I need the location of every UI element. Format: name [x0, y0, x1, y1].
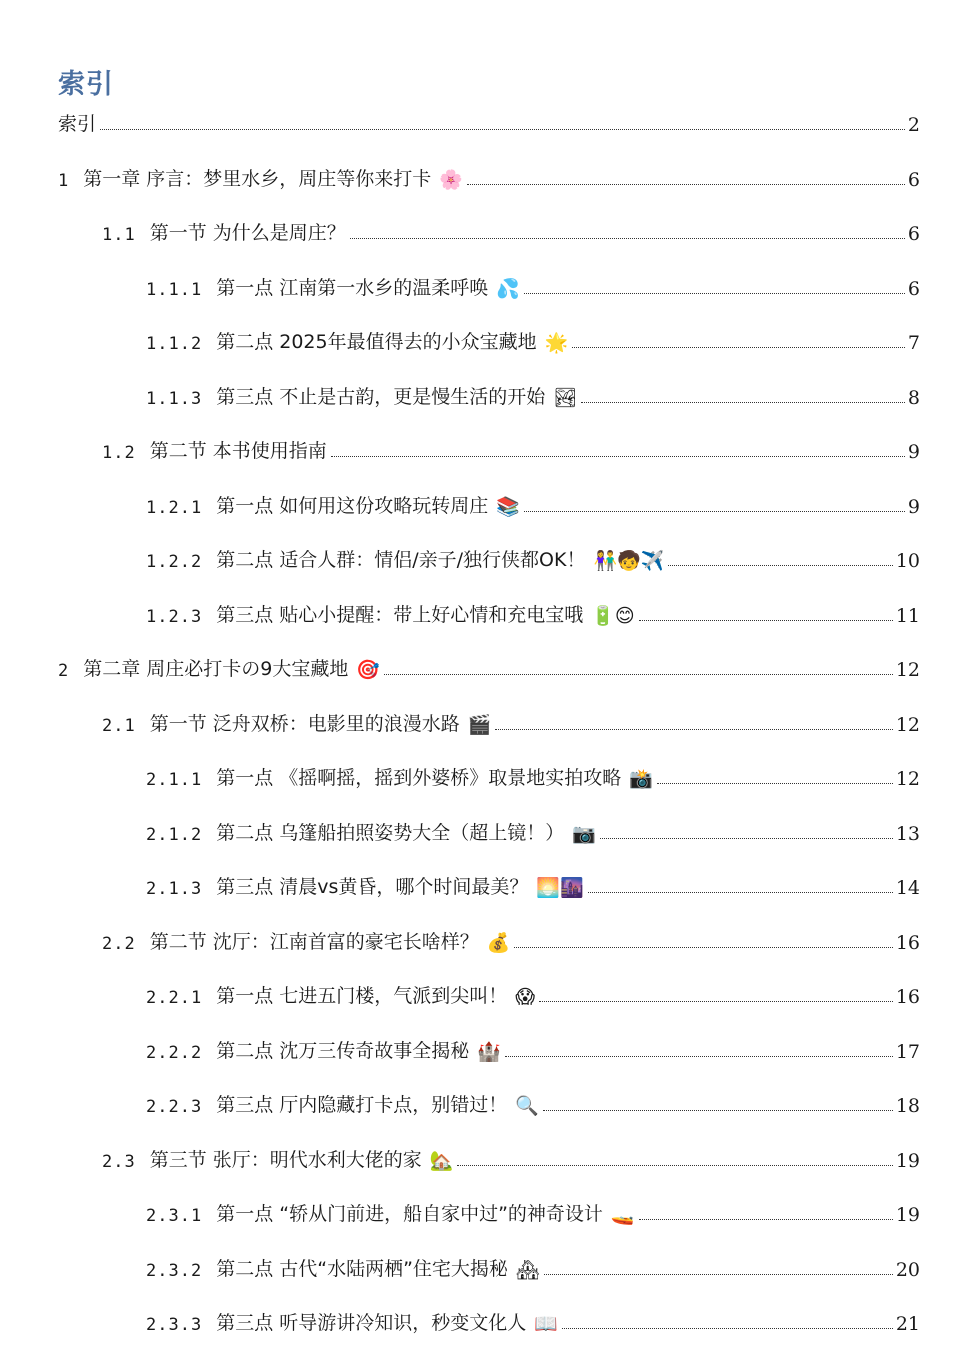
- toc-entry[interactable]: [146, 488, 920, 518]
- toc-entry[interactable]: [102, 706, 920, 736]
- emoji-icon: 🌸: [439, 169, 463, 191]
- toc-entry-title: 第二点 乌篷船拍照姿势大全（超上镜！）: [216, 822, 565, 844]
- toc-entry[interactable]: [146, 869, 920, 899]
- toc-entry-number: 2.2.2: [146, 1043, 203, 1063]
- toc-entry-number: 2.3.1: [146, 1206, 203, 1226]
- toc-entry-title: 第三点 厅内隐藏打卡点，别错过！: [216, 1094, 508, 1116]
- dot-leader: [562, 1328, 893, 1329]
- toc-entry-number: 1.1.1: [146, 280, 203, 300]
- dot-leader: [384, 674, 893, 675]
- emoji-icon: 📸: [629, 768, 653, 790]
- toc-entry-page-number: 11: [895, 605, 920, 627]
- toc-entry-number: 2.2: [102, 934, 136, 954]
- toc-entry-title: 第三点 贴心小提醒：带上好心情和充电宝哦: [216, 604, 584, 626]
- toc-entry-number: 1.2: [102, 443, 136, 463]
- toc-entry-page-number: 6: [907, 278, 920, 300]
- emoji-icon: 💰: [486, 932, 511, 954]
- dot-leader: [639, 620, 893, 621]
- toc-entry-number: 2: [58, 661, 70, 681]
- toc-entry[interactable]: [102, 215, 920, 245]
- dot-leader: [657, 783, 893, 784]
- dot-leader: [539, 1001, 893, 1002]
- toc-entry-page-number: 9: [907, 496, 920, 518]
- dot-leader: [331, 456, 905, 457]
- toc-entry-title: 索引: [58, 113, 97, 135]
- toc-entry-title: 第一点 《摇啊摇，摇到外婆桥》取景地实拍攻略: [216, 767, 622, 789]
- emoji-icon: 😱: [515, 986, 536, 1008]
- toc-entry-number: 2.3: [102, 1152, 136, 1172]
- toc-entry[interactable]: [146, 597, 920, 627]
- toc-entry[interactable]: [146, 1251, 920, 1281]
- dot-leader: [544, 1274, 893, 1275]
- toc-entry-number: 2.1.3: [146, 879, 203, 899]
- toc-entry[interactable]: [146, 1196, 920, 1226]
- dot-leader: [543, 1110, 893, 1111]
- toc-entry[interactable]: [146, 1087, 920, 1117]
- toc-entry-page-number: 10: [895, 550, 920, 572]
- toc-entry[interactable]: [146, 760, 920, 790]
- toc-entry-page-number: 12: [895, 659, 920, 681]
- toc-entry-number: 2.3.2: [146, 1261, 203, 1281]
- toc-entry[interactable]: [146, 542, 920, 572]
- toc-entry-page-number: 2: [907, 114, 920, 136]
- toc-entry-title: 第一章 序言：梦里水乡，周庄等你来打卡: [83, 168, 432, 190]
- emoji-icon: 📚: [496, 496, 520, 518]
- toc-entry-number: 2.1.2: [146, 825, 203, 845]
- dot-leader: [668, 565, 892, 566]
- toc-entry-page-number: 18: [895, 1095, 920, 1117]
- emoji-icon: 🏡: [429, 1150, 454, 1172]
- toc-entry-number: 2.3.3: [146, 1315, 203, 1335]
- toc-entry-page-number: 12: [895, 714, 920, 736]
- toc-entry-number: 1.1.2: [146, 334, 203, 354]
- dot-leader: [100, 129, 905, 130]
- emoji-icon: 💦: [496, 278, 520, 300]
- emoji-icon: 🔋😊: [591, 605, 635, 627]
- toc-entry-page-number: 12: [895, 768, 920, 790]
- toc-entry-title: 第三点 清晨vs黄昏，哪个时间最美？: [216, 876, 529, 898]
- toc-entry-page-number: 7: [907, 332, 920, 354]
- toc-entry-number: 1.2.1: [146, 498, 203, 518]
- toc-entry-title: 第二点 2025年最值得去的小众宝藏地: [216, 331, 537, 353]
- toc-entry-title: 第一节 为什么是周庄？: [149, 222, 346, 244]
- toc-entry-title: 第三点 听导游讲冷知识，秒变文化人: [216, 1312, 527, 1334]
- dot-leader: [457, 1165, 892, 1166]
- emoji-icon: 📷: [572, 823, 596, 845]
- dot-leader: [588, 892, 893, 893]
- toc-entry-title: 第二点 沈万三传奇故事全揭秘: [216, 1040, 470, 1062]
- toc-entry-page-number: 6: [907, 223, 920, 245]
- toc-entry-number: 1.1: [102, 225, 136, 245]
- toc-entry[interactable]: [58, 106, 920, 136]
- toc-entry-page-number: 8: [907, 387, 920, 409]
- toc-entry-title: 第一点 七进五门楼，气派到尖叫！: [216, 985, 508, 1007]
- dot-leader: [600, 838, 893, 839]
- emoji-icon: 🎬: [467, 714, 492, 736]
- toc-entry-page-number: 13: [895, 823, 920, 845]
- toc-entry[interactable]: [58, 651, 920, 681]
- toc-entry[interactable]: [146, 1305, 920, 1335]
- toc-entry[interactable]: [102, 924, 920, 954]
- toc-entry[interactable]: [146, 324, 920, 354]
- toc-entry-title: 第二节 本书使用指南: [149, 440, 327, 462]
- page-title: 索引: [58, 69, 114, 100]
- toc-entry[interactable]: [58, 161, 920, 191]
- toc-entry-title: 第一点 如何用这份攻略玩转周庄: [216, 495, 489, 517]
- toc-entry-page-number: 21: [895, 1313, 920, 1335]
- toc-entry[interactable]: [146, 978, 920, 1008]
- emoji-icon: 🌟: [544, 332, 569, 354]
- toc-entry-number: 2.1.1: [146, 770, 203, 790]
- emoji-icon: 🎯: [356, 659, 381, 681]
- toc-entry[interactable]: [146, 1033, 920, 1063]
- toc-entry[interactable]: [146, 379, 920, 409]
- emoji-icon: 🚤: [610, 1204, 635, 1226]
- toc-entry-number: 2.2.3: [146, 1097, 203, 1117]
- dot-leader: [639, 1219, 893, 1220]
- toc-entry-page-number: 14: [895, 877, 920, 899]
- dot-leader: [572, 347, 905, 348]
- toc-entry-title: 第一点 “轿从门前进，船自家中过”的神奇设计: [216, 1203, 603, 1225]
- toc-entry-title: 第三节 张厅：明代水利大佬的家: [149, 1149, 422, 1171]
- toc-entry-title: 第一点 江南第一水乡的温柔呼唤: [216, 277, 489, 299]
- emoji-icon: 🏞: [553, 387, 578, 409]
- toc-entry-number: 2.1: [102, 716, 136, 736]
- toc-entry-page-number: 17: [895, 1041, 920, 1063]
- dot-leader: [581, 402, 905, 403]
- emoji-icon: 🏘: [515, 1259, 541, 1281]
- toc-entry-number: 1: [58, 171, 70, 191]
- toc-entry[interactable]: [146, 270, 920, 300]
- dot-leader: [524, 511, 905, 512]
- toc-entry-number: 1.1.3: [146, 389, 203, 409]
- toc-entry-page-number: 6: [907, 169, 920, 191]
- toc-entry-title: 第二章 周庄必打卡の9大宝藏地: [83, 658, 349, 680]
- toc-entry-title: 第二点 古代“水陆两栖”住宅大揭秘: [216, 1258, 508, 1280]
- toc-entry[interactable]: [102, 1142, 920, 1172]
- dot-leader: [524, 293, 905, 294]
- emoji-icon: 🔍: [515, 1095, 539, 1117]
- emoji-icon: 🏰: [477, 1041, 501, 1063]
- toc-entry[interactable]: [102, 433, 920, 463]
- dot-leader: [350, 238, 905, 239]
- toc-entry[interactable]: [146, 815, 920, 845]
- toc-entry-page-number: 19: [895, 1204, 920, 1226]
- dot-leader: [467, 184, 905, 185]
- toc-entry-title: 第三点 不止是古韵，更是慢生活的开始: [216, 386, 546, 408]
- dot-leader: [495, 729, 892, 730]
- toc-entry-page-number: 16: [895, 932, 920, 954]
- toc-entry-page-number: 20: [895, 1259, 920, 1281]
- toc-entry-title: 第二点 适合人群：情侣/亲子/独行侠都OK！: [216, 549, 586, 571]
- toc-entry-number: 2.2.1: [146, 988, 203, 1008]
- toc-entry-page-number: 9: [907, 441, 920, 463]
- emoji-icon: 👫🧒✈️: [593, 550, 665, 572]
- toc-entry-number: 1.2.2: [146, 552, 203, 572]
- toc-entry-title: 第一节 泛舟双桥：电影里的浪漫水路: [149, 713, 460, 735]
- dot-leader: [514, 947, 892, 948]
- emoji-icon: 🌅🌆: [536, 877, 584, 899]
- emoji-icon: 📖: [534, 1313, 558, 1335]
- toc-entry-page-number: 16: [895, 986, 920, 1008]
- toc-entry-page-number: 19: [895, 1150, 920, 1172]
- toc-entry-number: 1.2.3: [146, 607, 203, 627]
- dot-leader: [505, 1056, 893, 1057]
- toc-entry-title: 第二节 沈厅：江南首富的豪宅长啥样？: [149, 931, 479, 953]
